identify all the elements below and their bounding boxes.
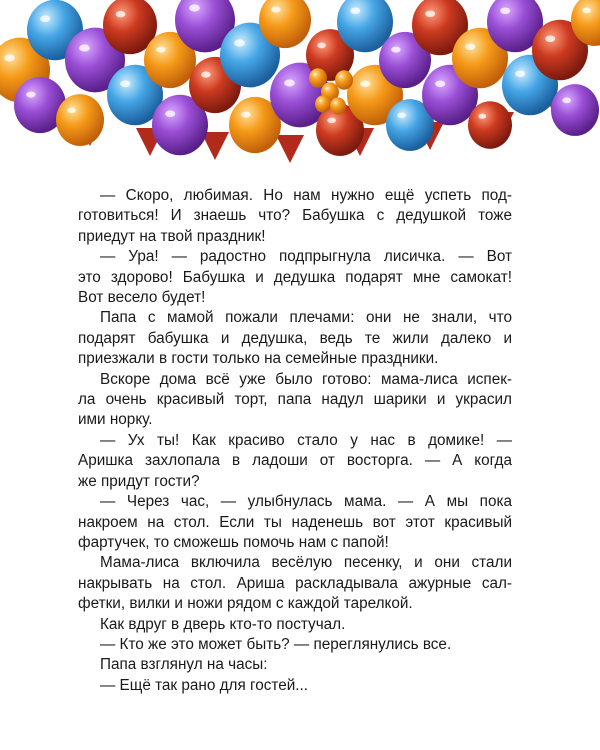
balloon-highlight <box>478 114 486 119</box>
story-line: Папа с мамой пожали плечами: они не знали, что <box>100 309 512 327</box>
balloon <box>551 84 599 136</box>
balloon <box>335 70 353 89</box>
story-line: — Скоро, любимая. Но нам нужно ещё успеть под- <box>100 187 512 204</box>
balloon-highlight <box>391 46 400 52</box>
story-line: Аришка захлопала в ладоши от восторга. — А когда <box>78 452 512 470</box>
balloon-highlight <box>201 71 210 77</box>
balloon <box>315 95 331 112</box>
story-line: — Ура! — радостно подпрыгнула лисичка. — Вот <box>100 248 512 266</box>
story-line: приедут на твой праздник! <box>78 227 266 245</box>
balloon-highlight <box>234 39 245 46</box>
balloon <box>330 97 346 114</box>
balloon-highlight <box>465 43 475 50</box>
story-line: это здорово! Бабушка и дедушка подарят мне самокат! <box>78 268 512 286</box>
balloon-highlight <box>397 113 406 119</box>
story-line: Папа взглянул на часы: <box>100 656 268 674</box>
story-line: ла очень красивый торт, папа надул шарики и украсил <box>78 391 512 409</box>
story-line: — Ух ты! Как красиво стало у нас в домике! — <box>100 431 512 449</box>
balloon-highlight <box>241 111 250 117</box>
balloon <box>468 101 512 149</box>
balloon-highlight <box>120 80 130 87</box>
balloon-highlight <box>545 35 555 42</box>
story-line: — Ещё так рано для гостей... <box>100 676 309 694</box>
story-line: накроем на стол. Если ты наденешь вот этот красивый <box>78 513 512 531</box>
balloon-highlight <box>40 15 50 22</box>
story-line: накрывать на стол. Ариша раскладывала ажурные сал- <box>78 574 512 592</box>
story-line: подарят бабушка и дедушка, ведь те жили далеко и <box>78 329 512 347</box>
balloon-highlight <box>515 70 525 77</box>
story-paragraph <box>78 247 512 308</box>
story-line: фетки, вилки и ножи рядом с каждой тарелкой. <box>78 595 413 613</box>
story-line: Вскоре дома всё уже было готово: мама-лиса испек- <box>100 370 512 388</box>
story-line: Мама-лиса включила весёлую песенку, и они стали <box>100 554 512 572</box>
balloon <box>56 94 104 146</box>
balloon-highlight <box>435 80 445 87</box>
balloon-highlight <box>339 75 342 77</box>
balloon-highlight <box>156 46 165 52</box>
story-line: ими норку. <box>78 411 153 429</box>
story-line: — Кто же это может быть? — переглянулись все. <box>100 635 452 653</box>
story-line: готовиться! И знаешь что? Бабушка с дедушкой тоже <box>78 207 512 225</box>
balloon-highlight <box>319 100 322 102</box>
story-paragraph <box>78 370 512 431</box>
story-line: приезжали в гости только на семейные праздники. <box>78 350 439 368</box>
balloon-highlight <box>313 73 316 75</box>
story-paragraph <box>78 308 512 369</box>
balloon-highlight <box>582 8 591 14</box>
story-paragraph <box>78 655 512 675</box>
story-line: же придут гости? <box>78 472 200 490</box>
balloon-highlight <box>271 6 280 12</box>
story-line: Вот весело будет! <box>78 289 206 307</box>
story-text <box>78 186 512 696</box>
balloon-highlight <box>4 54 15 61</box>
story-line: фартучек, то сможешь помочь нам с папой! <box>78 533 389 551</box>
story-paragraph <box>78 186 512 247</box>
balloon-highlight <box>284 79 295 86</box>
story-paragraph <box>78 553 512 614</box>
balloon-highlight <box>360 80 370 87</box>
balloon-highlight <box>165 110 175 117</box>
balloon-highlight <box>325 87 328 89</box>
story-line: Как вдруг в дверь кто-то постучал. <box>100 615 346 633</box>
story-paragraph <box>78 615 512 635</box>
balloon-highlight <box>116 11 126 17</box>
balloon-highlight <box>317 43 326 49</box>
balloon-highlight <box>327 118 336 124</box>
balloon-highlight <box>562 98 571 104</box>
balloon-highlight <box>79 44 90 51</box>
pennant-flag <box>276 135 304 163</box>
balloon-highlight <box>500 7 510 14</box>
story-paragraph <box>78 635 512 655</box>
balloon-highlight <box>334 102 337 104</box>
story-line: — Через час, — улыбнулась мама. — А мы пока <box>100 493 512 511</box>
story-paragraph <box>78 492 512 553</box>
balloon-highlight <box>189 4 200 11</box>
story-paragraph <box>78 431 512 492</box>
balloon-garland-illustration <box>0 0 600 175</box>
balloon-highlight <box>67 108 76 114</box>
balloon-highlight <box>350 7 360 14</box>
balloon-highlight <box>26 91 35 97</box>
story-paragraph <box>78 676 512 696</box>
balloon-highlight <box>425 10 435 17</box>
